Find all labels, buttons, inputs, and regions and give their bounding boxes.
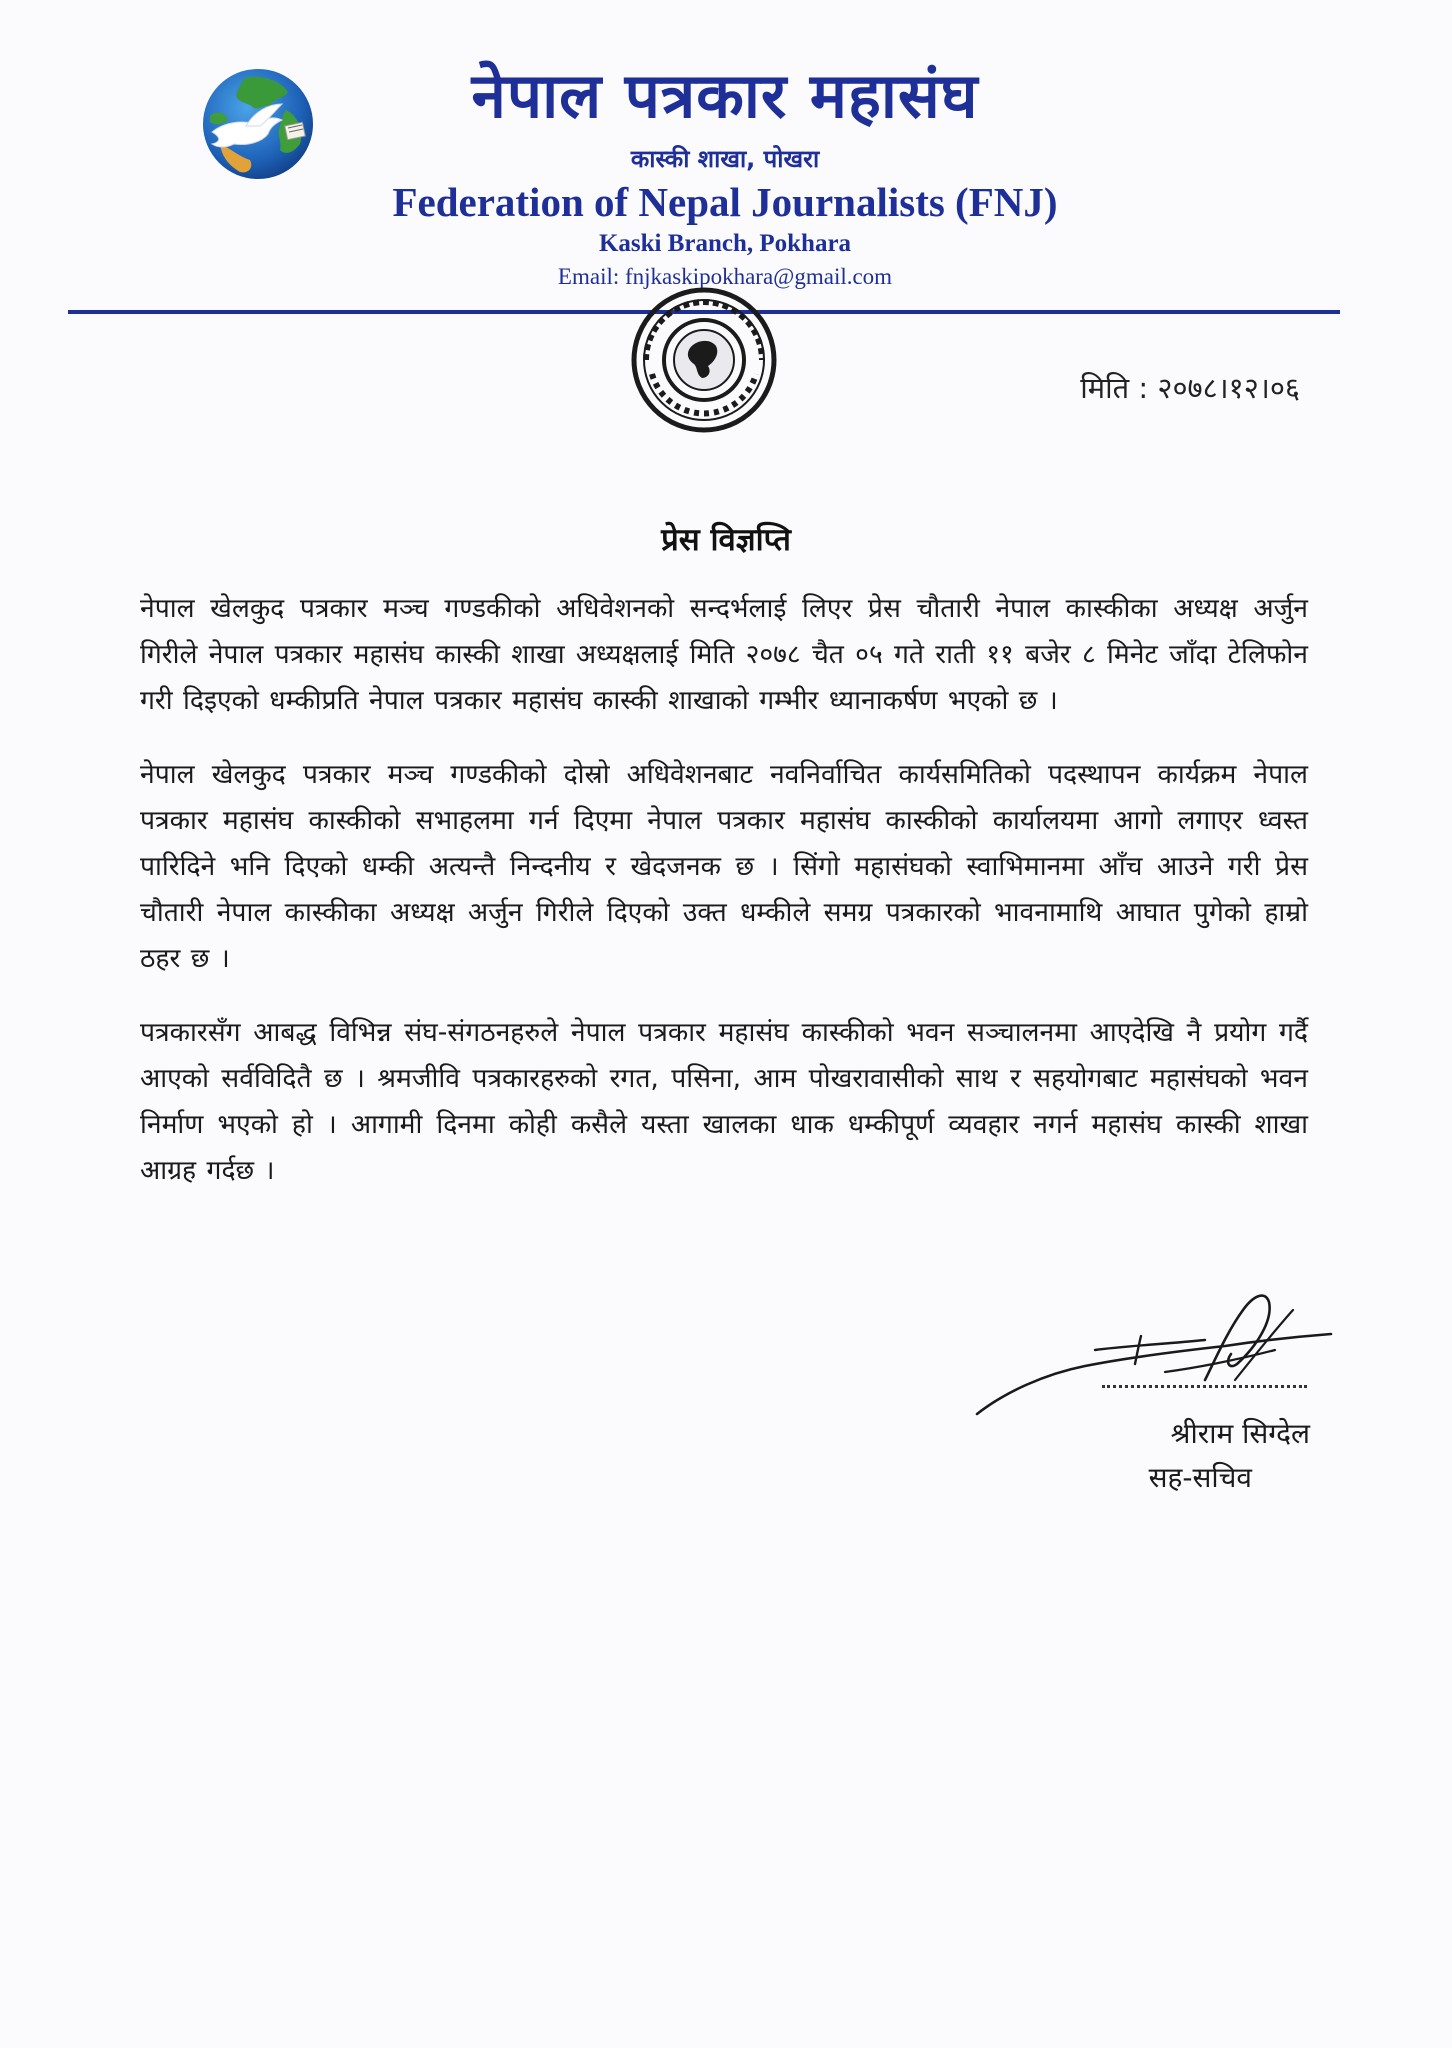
signature-dotted-line xyxy=(1102,1385,1307,1388)
letterhead-name-english: Federation of Nepal Journalists (FNJ) xyxy=(392,179,1058,225)
press-release-body xyxy=(140,586,1308,1222)
letterhead-name-nepali: नेपाल पत्रकार महासंघ xyxy=(471,59,979,132)
handwritten-signature-icon xyxy=(975,1280,1345,1430)
body-paragraph: नेपाल खेलकुद पत्रकार मञ्च गण्डकीको दोस्रो अधिवेशनबाट नवनिर्वाचित कार्यसमितिको पदस्थापन कार्यक्रम नेपाल पत्रकार महासंघ कास्कीको सभाहलमा गर्न दिएमा नेपाल पत्रकार महासंघ कास्कीको कार्यालयमा आगो लगाएर ध्वस्त पारिदिने भनि दिएको धम्की अत्यन्तै निन्दनीय र खेदजनक छ । सिंगो महासंघको स्वाभिमानमा आँच आउने गरी प्रेस चौतारी नेपाल कास्कीका अध्यक्ष अर्जुन गिरीले दिएको उक्त धम्कीले समग्र पत्रकारको भावनामाथि आघात पुगेको हाम्रो ठहर छ । xyxy=(140,759,1308,974)
signatory-name: श्रीराम सिग्देल xyxy=(1170,1417,1310,1450)
body-paragraph: पत्रकारसँग आबद्ध विभिन्न संघ-संगठनहरुले नेपाल पत्रकार महासंघ कास्कीको भवन सञ्चालनमा आएदेखि नै प्रयोग गर्दै आएको सर्वविदितै छ । श्रमजीवि पत्रकारहरुको रगत, पसिना, आम पोखरावासीको साथ र सहयोगबाट महासंघको भवन निर्माण भएको हो । आगामी दिनमा कोही कसैले यस्ता खालका धाक धम्कीपूर्ण व्यवहार नगर्न महासंघ कास्की शाखा आग्रह गर्दछ । xyxy=(140,1017,1308,1186)
signatory-role: सह-सचिव xyxy=(1148,1461,1252,1494)
document-title: प्रेस विज्ञप्ति xyxy=(661,522,791,558)
letterhead-branch-nepali: कास्की शाखा, पोखरा xyxy=(630,145,820,173)
letterhead-branch-english: Kaski Branch, Pokhara xyxy=(598,230,852,257)
issue-date: मिति : २०७८।१२।०६ xyxy=(1080,371,1300,405)
fnj-round-seal-stamp-icon xyxy=(628,284,780,436)
body-paragraph: नेपाल खेलकुद पत्रकार मञ्च गण्डकीको अधिवेशनको सन्दर्भलाई लिएर प्रेस चौतारी नेपाल कास्कीका अध्यक्ष अर्जुन गिरीले नेपाल पत्रकार महासंघ कास्की शाखा अध्यक्षलाई मिति २०७८ चैत ०५ गते राती ११ बजेर ८ मिनेट जाँदा टेलिफोन गरी दिइएको धम्कीप्रति नेपाल पत्रकार महासंघ कास्की शाखाको गम्भीर ध्यानाकर्षण भएको छ । xyxy=(140,593,1308,716)
letterhead-email: Email: fnjkaskipokhara@gmail.com xyxy=(557,264,893,289)
